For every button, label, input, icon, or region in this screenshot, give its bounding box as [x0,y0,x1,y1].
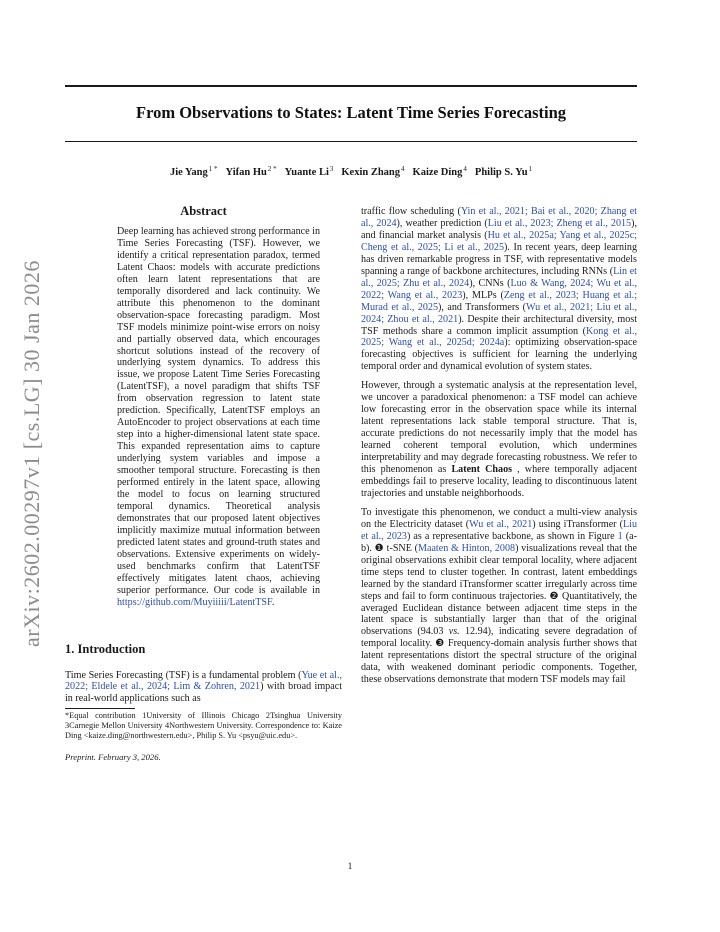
paragraph-text: ). In recent years, deep learning has driven remarkable progress in TSF, with representative models spanning a range of backbone architectures, including RNNs ( [361,241,637,277]
paper-title: From Observations to States: Latent Time Series Forecasting [135,103,566,122]
intro-text-start: Time Series Forecasting (TSF) is a fundamental problem ( [65,669,302,681]
right-column [361,206,637,686]
paragraph-text: traffic flow scheduling ( [361,206,461,217]
paragraph-text: ), and financial market analysis ( [361,217,637,241]
paragraph-text: ). Despite their architectural diversity, most TSF methods share a common implicit assumption ( [361,313,637,337]
citation-link[interactable]: Luo & Wang, 2024; Wu et al., 2022; Wang et al., 2023 [361,277,637,301]
left-column [65,204,342,762]
paragraph-text: ), weather prediction ( [396,217,488,229]
page-number: 1 [347,862,353,872]
author-list [65,165,637,178]
citation-link[interactable]: 1 [617,530,623,542]
author-name [413,167,467,178]
analysis-paragraph [361,507,637,686]
paragraph-text: ) using iTransformer ( [532,518,623,530]
footnote-rule [65,708,135,709]
intro-paragraph-cont [361,206,637,373]
author-name [475,167,532,178]
citation-link[interactable]: Zeng et al., 2023; Huang et al.; Murad et al., 2025 [361,289,638,313]
author-name [285,167,334,178]
author-name [226,167,277,178]
latent-chaos-term: Latent Chaos [451,464,513,476]
paragraph-text: (a-b). ❶ t-SNE ( [361,530,637,554]
citation-link[interactable]: Liu et al., 2023 [361,518,637,542]
author-name [170,167,218,178]
author-name-text: Jie Yang [169,167,208,178]
paragraph-text: ), MLPs ( [462,289,504,301]
paragraph-text: vs. [448,626,460,638]
author-name-text: Philip S. Yu [474,167,528,178]
p2-text-start: However, through a systematic analysis at the representation level, we uncover a paradoxical phenomenon: a TSF model can achieve low forecasting error in the observation space while its internal latent representations lack stable temporal structure. That is, accurate predictions do not necessarily imply that the model has learned coherent temporal evolution, which undermines interpretability and may degrade forecasting robustness. We refer to this phenomenon as [361,380,637,476]
author-name-text: Yuante Li [284,167,329,178]
intro-citation[interactable]: Yue et al., 2022; Eldele et al., 2024; Lim & Zohren, 2021 [65,669,342,693]
abstract-body: Deep learning has achieved strong performance in Time Series Forecasting (TSF). However, we identify a critical representation paradox, termed Latent Chaos: models with accurate predictions often learn latent representations that are temporally disordered and lack continuity. We attribute this phenomenon to the dominant observation-space forecasting paradigm. Most TSF models minimize point-wise errors on noisy and partially observed data, which encourages shortcut solutions instead of the recovery of underlying system dynamics. To address this issue, we propose Latent Time Series Forecasting (LatentTSF), a novel paradigm that shifts TSF from observation regression to latent state prediction. Specifically, LatentTSF employs an AutoEncoder to project observations at each time step into a higher-dimensional latent state space. This expanded representation aims to capture underlying system variables and impose a smoother temporal structure. Forecasting is then performed entirely in the latent space, allowing the model to focus on learning structured temporal dynamics. Theoretical analysis demonstrates that our proposed latent objectives implicitly maximize mutual information between predicted latent states and ground-truth states and observations. Extensive experiments on widely-used benchmarks confirm that LatentTSF effectively mitigates latent chaos, achieving superior performance. Our code is available in [117,226,320,596]
paragraph-text: To investigate this phenomenon, we conduct a multi-view analysis on the Electricity dataset ( [361,506,637,530]
citation-link[interactable]: Hu et al., 2025a; Yang et al., 2025c; Cheng et al., 2025; Li et al., 2025 [361,229,637,253]
title-rule-bottom [65,141,637,142]
code-link[interactable]: https://github.com/Muyiiiii/LatentTSF [117,596,272,608]
p2-text-end: , where temporally adjacent embeddings fail to preserve locality, leading to discontinuous latent trajectories and unstable neighborhoods. [361,464,637,499]
latent-chaos-paragraph [361,380,637,500]
author-affiliation: 2 * [267,165,277,173]
abstract-heading: Abstract [180,204,227,218]
citation-link[interactable]: Yin et al., 2021; Bai et al., 2020; Zhang et al., 2024 [361,206,637,229]
author-affiliation: 1 [528,165,533,173]
paragraph-text: ) visualizations reveal that the original observations exhibit clear temporal locality, where adjacent time steps tend to cluster together. In contrast, latent embeddings learned by the standard iTransformer scatter irregularly across time steps and fail to form continuous trajectories. ❷ Quantitatively, the averaged Euclidean distance between adjacent time steps in the latent space is substantially larger than that of the original observations (94.03 [361,542,637,638]
arxiv-stamp: arXiv:2602.00297v1 [cs.LG] 30 Jan 2026 [19,260,44,647]
citation-link[interactable]: Wu et al., 2021 [469,518,533,530]
author-name-text: Kaize Ding [412,167,463,178]
citation-link[interactable]: Wu et al., 2021; Liu et al., 2024; Zhou et al., 2021 [361,301,637,325]
intro-text-end: ) with broad impact in real-world applications such as [65,681,342,705]
author-affiliation: 3 [329,165,334,173]
section-heading-introduction: 1. Introduction [65,641,146,656]
author-name [341,167,404,178]
paragraph-text: ): optimizing observation-space forecasting objectives is sufficient for learning the underlying temporal order and dynamical evolution of system states. [361,337,637,373]
abstract-text [117,226,320,609]
author-name-text: Kexin Zhang [341,167,401,178]
author-name-text: Yifan Hu [225,167,267,178]
citation-link[interactable]: Maaten & Hinton, 2008 [417,542,516,554]
paragraph-text: 12.94), indicating severe degradation of temporal locality. ❸ Frequency-domain analysis further shows that latent representations distort the spectral structure of the original data, with weakened dominant periodic components. Together, these observations demonstrate that modern TSF models may fail [361,626,637,686]
author-affiliation: 4 [401,165,405,173]
paragraph-text: ), and Transformers ( [438,301,526,313]
citation-link[interactable]: Lin et al., 2025; Zhu et al., 2024 [361,265,637,289]
author-affiliation: 1 * [208,165,218,173]
citation-link[interactable]: Liu et al., 2023; Zheng et al., 2015 [487,217,632,229]
preprint-date: Preprint. February 3, 2026. [65,751,161,762]
paragraph-text: ), CNNs ( [469,277,511,289]
title-rule-top [65,85,637,87]
intro-paragraph [65,670,342,706]
paragraph-text: ) as a representative backbone, as shown in Figure [406,530,618,542]
author-affiliation: 4 [463,165,467,173]
affiliation-footnote: *Equal contribution 1University of Illinois Chicago 2Tsinghua University 3Carnegie Mellon University 4Northwestern University. Correspondence to: Kaize Ding <kaize.ding@northwestern.edu>, Philip S. Yu <psyu@uic.edu>. [65,711,342,740]
abstract-end: . [271,596,275,608]
citation-link[interactable]: Kong et al., 2025; Wang et al., 2025d; 2024a [361,325,638,349]
